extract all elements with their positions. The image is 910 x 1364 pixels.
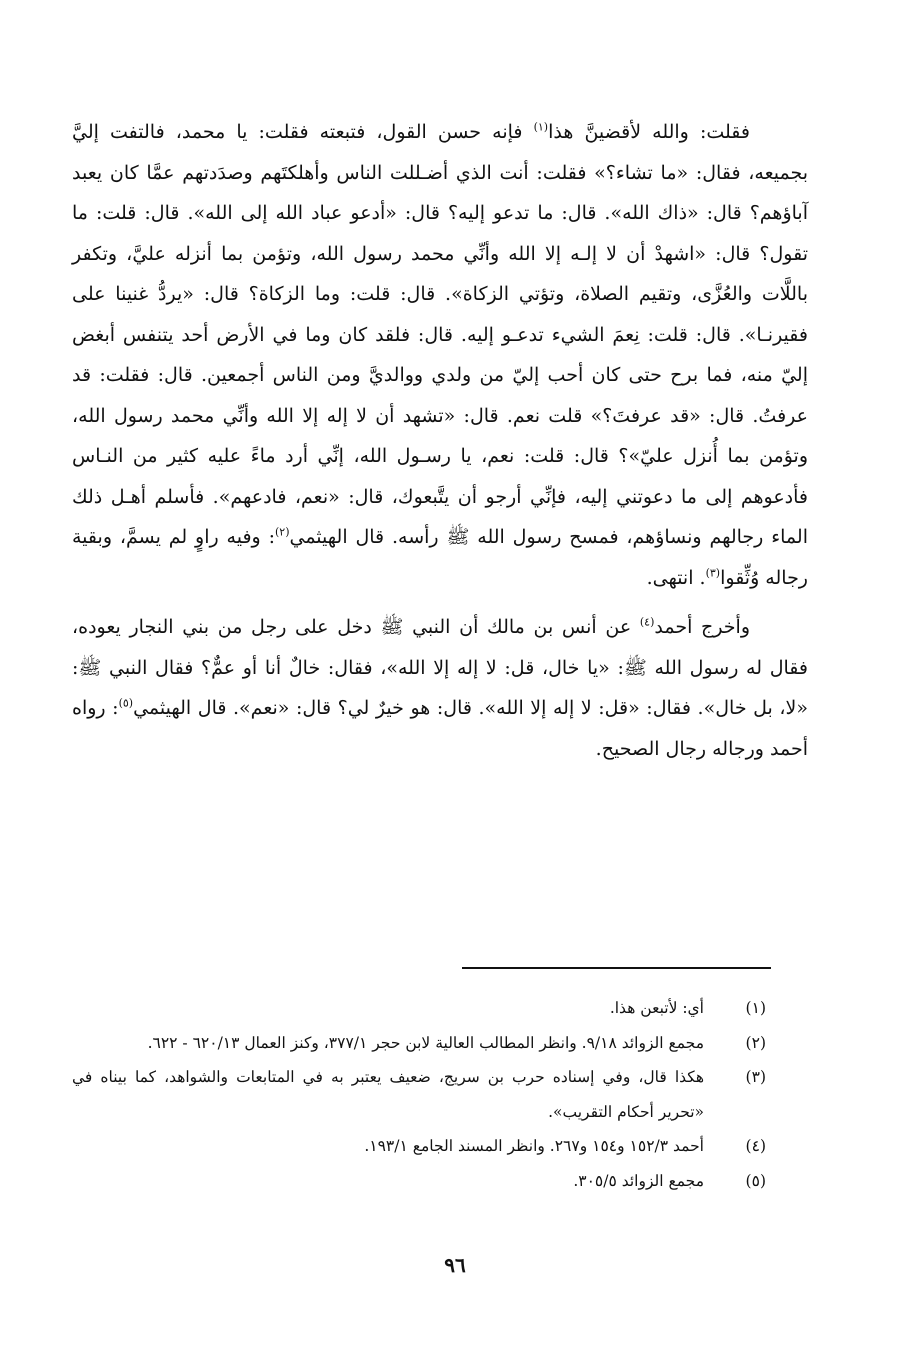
footnotes xyxy=(72,991,774,1198)
footnote-reference-2: (٢) xyxy=(274,525,290,539)
footnote-number: (٤) xyxy=(745,1137,766,1155)
paragraph-2-text-3: : رواه أحمد ورجاله رجال الصحيح. xyxy=(72,697,808,760)
footnote-text: أي: لأتبعن هذا. xyxy=(609,999,704,1017)
footnote-number: (٣) xyxy=(745,1068,766,1086)
main-text xyxy=(72,112,808,769)
footnote-text: هكذا قال، وفي إسناده حرب بن سريج، ضعيف يعتبر به في المتابعات والشواهد، كما بيناه في «تحرير أحكام التقريب». xyxy=(72,1068,704,1121)
footnote-1 xyxy=(72,991,774,1026)
footnote-text: مجمع الزوائد ٣٠٥/٥. xyxy=(573,1171,704,1190)
paragraph-2 xyxy=(72,607,808,769)
footnote-reference-1: (١) xyxy=(533,120,549,134)
footnote-5 xyxy=(72,1164,774,1199)
footnote-reference-5: (٥) xyxy=(118,696,134,710)
paragraph-1 xyxy=(72,112,808,598)
footnote-4 xyxy=(72,1129,774,1164)
paragraph-1-text-4: . انتهى. xyxy=(646,566,706,589)
paragraph-2-text-1: وأخرج أحمد xyxy=(654,616,750,638)
page-number: ٩٦ xyxy=(444,1253,466,1277)
footnote-number: (٢) xyxy=(745,1033,766,1052)
footnote-number: (١) xyxy=(745,999,766,1017)
footnote-text: مجمع الزوائد ٩/١٨. وانظر المطالب العالية لابن حجر ٣٧٧/١، وكنز العمال ٦٢٠/١٣ - ٦٢٢. xyxy=(147,1033,704,1052)
footnote-number: (٥) xyxy=(745,1171,766,1190)
paragraph-1-text-1: فقلت: والله لأقضينَّ هذا xyxy=(548,121,750,143)
footnote-divider xyxy=(462,967,771,969)
footnote-3 xyxy=(72,1060,774,1129)
footnote-2 xyxy=(72,1026,774,1061)
footnote-reference-3: (٣) xyxy=(705,566,721,580)
paragraph-1-text-3: : وفيه راوٍ لم يسمَّ، وبقية رجاله وُثِّقوا xyxy=(72,526,808,589)
footnote-text: أحمد ١٥٢/٣ و١٥٤ و٢٦٧. وانظر المسند الجامع ١٩٣/١. xyxy=(364,1137,704,1155)
footnote-reference-4: (٤) xyxy=(639,615,655,629)
paragraph-2-text-2: عن أنس بن مالك أن النبي ﷺ دخل على رجل من بني النجار يعوده، فقال له رسول الله ﷺ: «يا خال، قل: لا إله إلا الله»، فقال: خالٌ أنا أو عمٌّ؟ فقال النبي ﷺ: «لا، بل خال». فقال: «قل: لا إله إلا الله». قال: هو خيرٌ لي؟ قال: «نعم». قال الهيثمي xyxy=(72,616,808,719)
paragraph-1-text-2: فإنه حسن القول، فتبعته فقلت: يا محمد، فالتفت إليَّ بجميعه، فقال: «ما تشاء؟» فقلت: أنت الذي أضـللت الناس وأهلكتَهم وصدَدتهم عمَّا كان يعبد آباؤهم؟ قال: «ذاك الله». قال: ما تدعو إليه؟ قال: «أدعو عباد الله إلى الله». قال: قلت: ما تقول؟ قال: «اشهدْ أن لا إلـه إلا الله وأنِّي محمد رسول الله، وتؤمن بما أنزله عليَّ، وتكفر باللَّات والعُزَّى، وتقيم الصلاة، وتؤتي الزكاة». قال: قلت: وما الزكاة؟ قال: «يردُّ غنينا على فقيرنـا». قال: قلت: نِعمَ الشيء تدعـو إليه. قال: فلقد كان وما في الأرض أحد يتنفس أبغض إليّ منه، فما برح حتى كان أحب إليّ من ولدي ووالديَّ ومن الناس أجمعين. قال: فقلت: قد عرفتُ. قال: «قد عرفتَ؟» قلت نعم. قال: «تشهد أن لا إله إلا الله وأنِّي محمد رسول الله، وتؤمن بما أُنزل عليّ»؟ قال: قلت: نعم، يا رسـول الله، إنِّي أرد ماءً عليه كثير من النـاس فأدعوهم إلى ما دعوتني إليه، فإنِّي أرجو أن يتَّبعوك، قال: «نعم، فادعهم». فأسلم أهـل ذلك الماء رجالهم ونساؤهم، فمسح رسول الله ﷺ رأسه. قال الهيثمي xyxy=(72,121,808,548)
